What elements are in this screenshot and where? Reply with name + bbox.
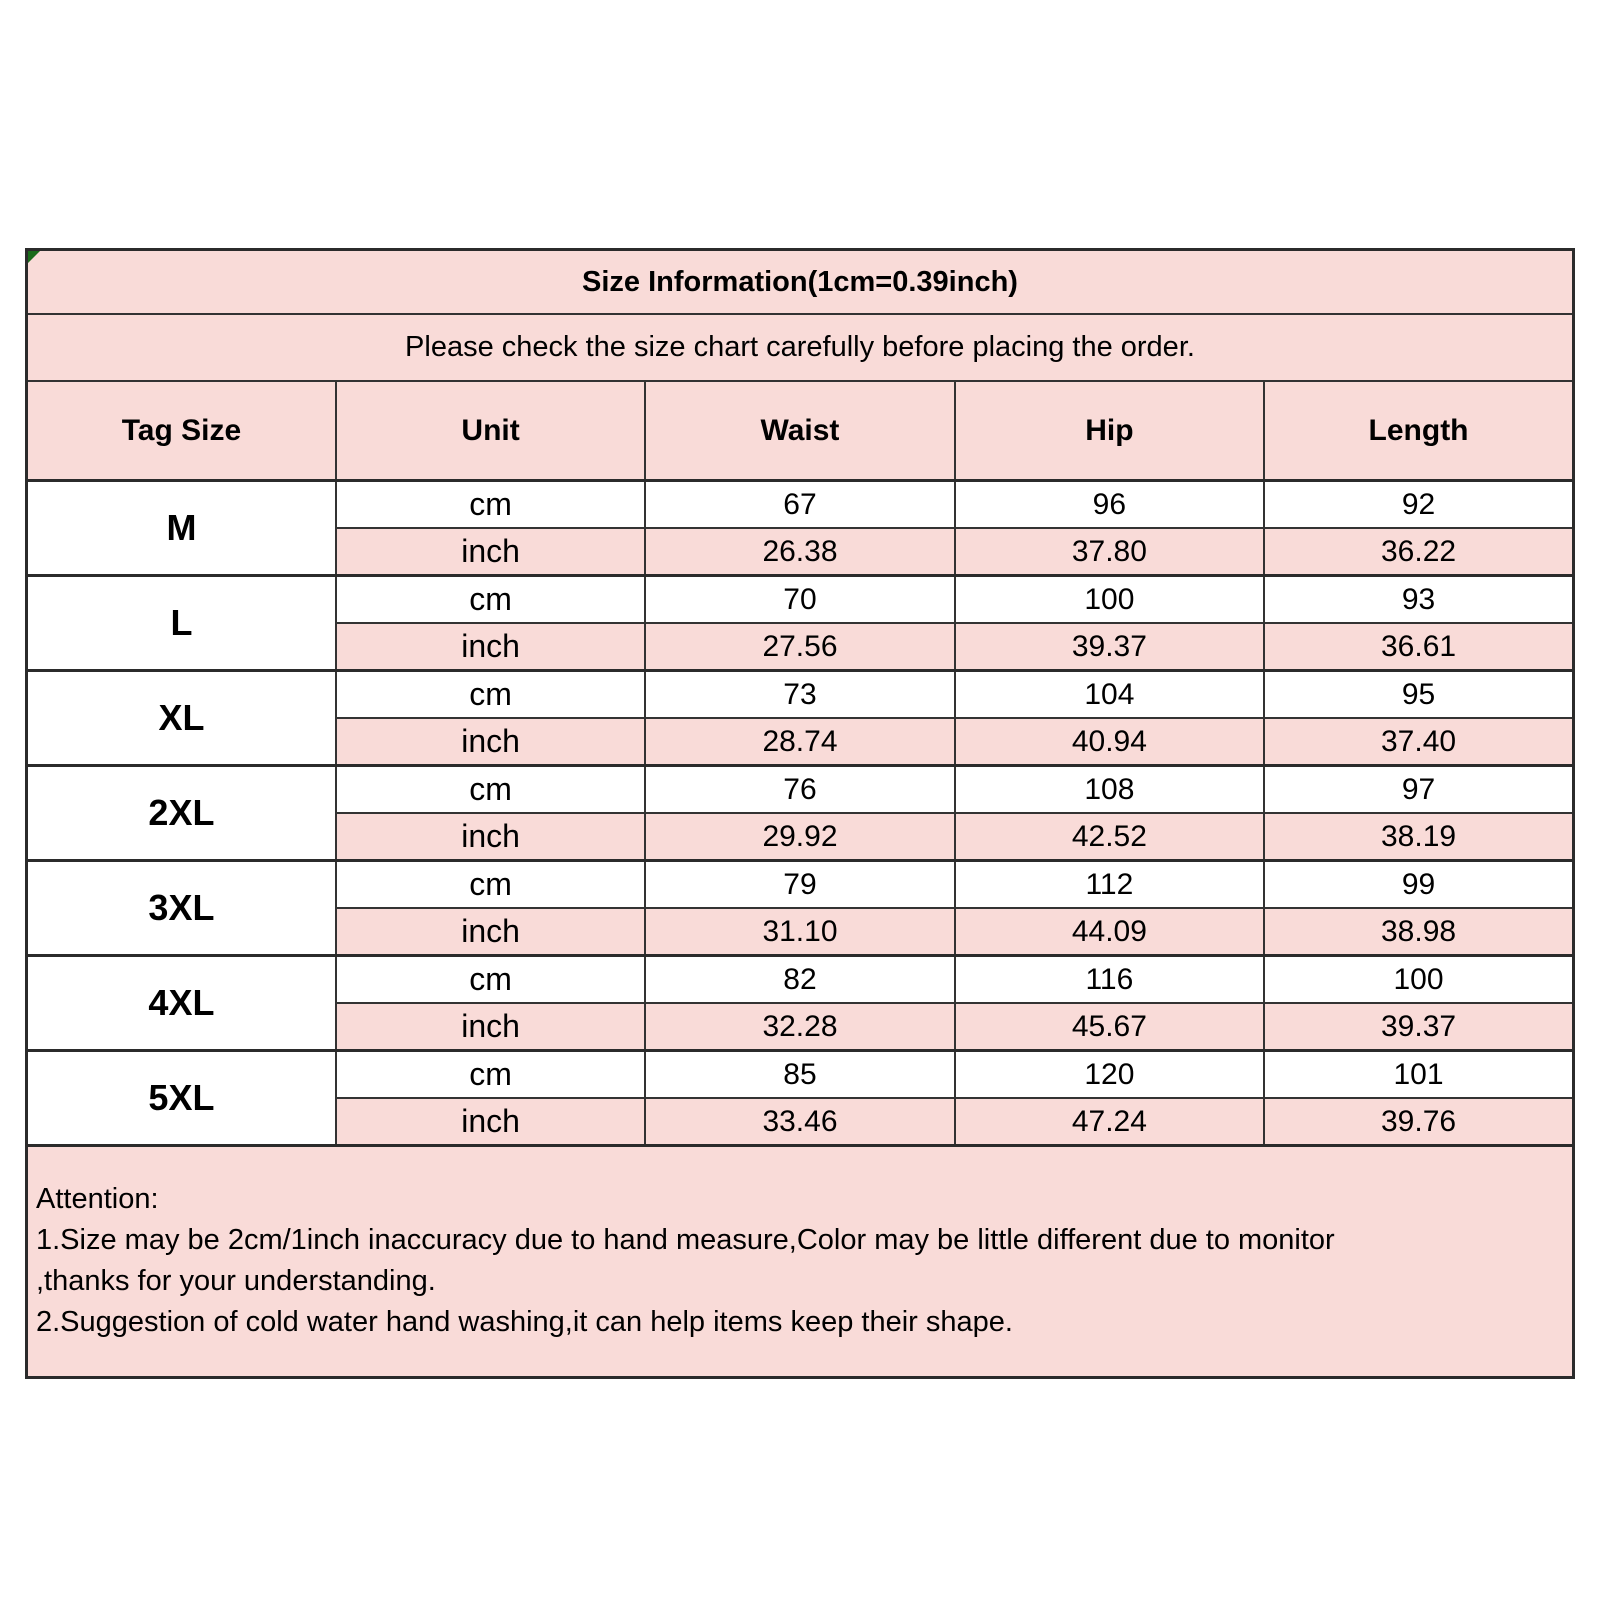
length-cm-value: 93 <box>1264 576 1573 624</box>
hip-inch-value: 47.24 <box>955 1098 1264 1146</box>
waist-inch-value: 27.56 <box>645 623 954 671</box>
attention-note <box>27 1146 1574 1378</box>
waist-inch-value: 32.28 <box>645 1003 954 1051</box>
column-header-unit: Unit <box>336 381 645 481</box>
length-inch-value: 37.40 <box>1264 718 1573 766</box>
hip-cm-value: 112 <box>955 861 1264 909</box>
table-row <box>27 861 1574 909</box>
waist-cm-value: 70 <box>645 576 954 624</box>
tag-size-cell: XL <box>27 671 336 766</box>
hip-inch-value: 44.09 <box>955 908 1264 956</box>
column-header-hip: Hip <box>955 381 1264 481</box>
attention-heading: Attention: <box>36 1183 159 1215</box>
waist-inch-value: 31.10 <box>645 908 954 956</box>
header-row <box>27 381 1574 481</box>
waist-cm-value: 76 <box>645 766 954 814</box>
hip-cm-value: 96 <box>955 481 1264 529</box>
column-header-length: Length <box>1264 381 1573 481</box>
waist-inch-value: 28.74 <box>645 718 954 766</box>
tag-size-cell: 3XL <box>27 861 336 956</box>
waist-inch-value: 26.38 <box>645 528 954 576</box>
table-row <box>27 671 1574 719</box>
hip-cm-value: 116 <box>955 956 1264 1004</box>
hip-cm-value: 120 <box>955 1051 1264 1099</box>
hip-inch-value: 42.52 <box>955 813 1264 861</box>
table-subtitle: Please check the size chart carefully before placing the order. <box>27 314 1574 381</box>
size-chart-sheet <box>25 248 1575 1379</box>
hip-inch-value: 40.94 <box>955 718 1264 766</box>
tag-size-cell: 2XL <box>27 766 336 861</box>
tag-size-cell: 4XL <box>27 956 336 1051</box>
size-chart-table <box>25 248 1575 1379</box>
hip-inch-value: 37.80 <box>955 528 1264 576</box>
unit-cm-cell: cm <box>336 576 645 624</box>
column-header-waist: Waist <box>645 381 954 481</box>
length-inch-value: 39.76 <box>1264 1098 1573 1146</box>
length-inch-value: 38.19 <box>1264 813 1573 861</box>
unit-inch-cell: inch <box>336 1003 645 1051</box>
unit-cm-cell: cm <box>336 671 645 719</box>
hip-cm-value: 104 <box>955 671 1264 719</box>
hip-cm-value: 108 <box>955 766 1264 814</box>
hip-inch-value: 39.37 <box>955 623 1264 671</box>
unit-cm-cell: cm <box>336 766 645 814</box>
unit-inch-cell: inch <box>336 813 645 861</box>
length-cm-value: 99 <box>1264 861 1573 909</box>
table-row <box>27 956 1574 1004</box>
column-header-tag-size: Tag Size <box>27 381 336 481</box>
table-row <box>27 766 1574 814</box>
length-cm-value: 92 <box>1264 481 1573 529</box>
unit-inch-cell: inch <box>336 1098 645 1146</box>
hip-inch-value: 45.67 <box>955 1003 1264 1051</box>
length-inch-value: 36.22 <box>1264 528 1573 576</box>
length-cm-value: 100 <box>1264 956 1573 1004</box>
waist-cm-value: 73 <box>645 671 954 719</box>
waist-cm-value: 85 <box>645 1051 954 1099</box>
length-inch-value: 36.61 <box>1264 623 1573 671</box>
unit-inch-cell: inch <box>336 528 645 576</box>
tag-size-cell: M <box>27 481 336 576</box>
waist-cm-value: 67 <box>645 481 954 529</box>
length-inch-value: 39.37 <box>1264 1003 1573 1051</box>
attention-line-2: ,thanks for your understanding. <box>36 1265 436 1297</box>
table-row <box>27 1051 1574 1099</box>
table-title: Size Information(1cm=0.39inch) <box>27 250 1574 315</box>
unit-cm-cell: cm <box>336 481 645 529</box>
waist-inch-value: 29.92 <box>645 813 954 861</box>
tag-size-cell: L <box>27 576 336 671</box>
unit-inch-cell: inch <box>336 908 645 956</box>
length-cm-value: 97 <box>1264 766 1573 814</box>
attention-line-3: 2.Suggestion of cold water hand washing,it can help items keep their shape. <box>36 1306 1013 1338</box>
waist-cm-value: 79 <box>645 861 954 909</box>
length-cm-value: 95 <box>1264 671 1573 719</box>
size-rows <box>27 481 1574 1146</box>
unit-cm-cell: cm <box>336 1051 645 1099</box>
length-cm-value: 101 <box>1264 1051 1573 1099</box>
table-row <box>27 481 1574 529</box>
unit-cm-cell: cm <box>336 956 645 1004</box>
hip-cm-value: 100 <box>955 576 1264 624</box>
attention-line-1: 1.Size may be 2cm/1inch inaccuracy due to hand measure,Color may be little different due to monitor <box>36 1224 1335 1256</box>
table-row <box>27 576 1574 624</box>
sheet-corner-marker-icon <box>28 251 40 263</box>
waist-cm-value: 82 <box>645 956 954 1004</box>
unit-inch-cell: inch <box>336 718 645 766</box>
length-inch-value: 38.98 <box>1264 908 1573 956</box>
tag-size-cell: 5XL <box>27 1051 336 1146</box>
waist-inch-value: 33.46 <box>645 1098 954 1146</box>
unit-inch-cell: inch <box>336 623 645 671</box>
unit-cm-cell: cm <box>336 861 645 909</box>
